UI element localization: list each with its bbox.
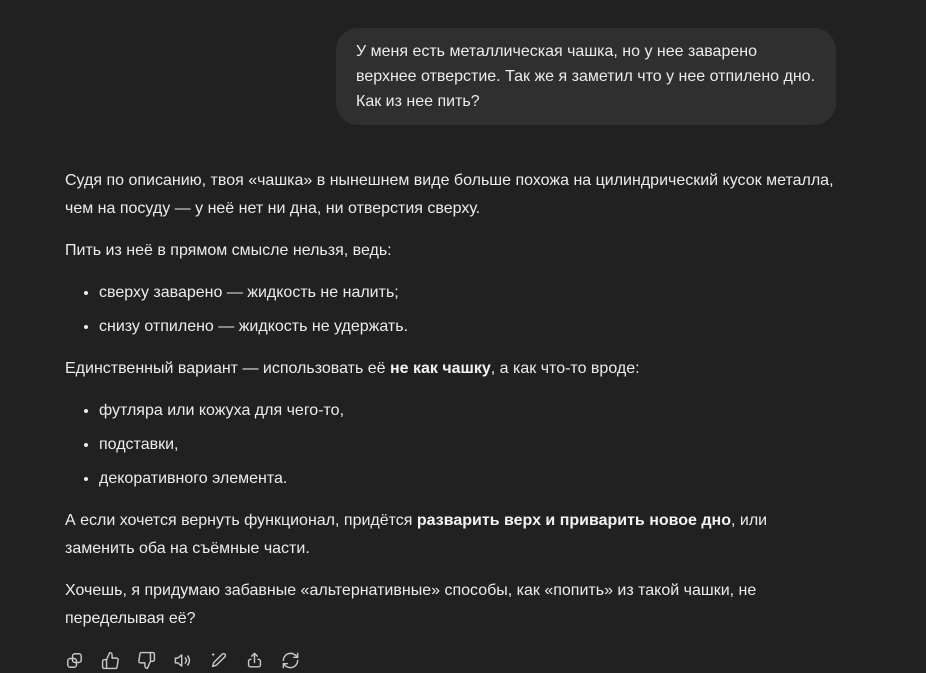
assistant-paragraph-4 <box>65 507 836 563</box>
message-actions-toolbar <box>61 647 836 673</box>
regenerate-icon <box>281 651 300 670</box>
copy-button[interactable] <box>61 647 87 673</box>
regenerate-button[interactable] <box>277 647 303 673</box>
list-item: • сверху заварено — жидкость не налить; <box>99 279 836 307</box>
read-aloud-button[interactable] <box>169 647 195 673</box>
assistant-paragraph-1: Судя по описанию, твоя «чашка» в нынешнем виде больше похожа на цилиндрический кусок металла, чем на посуду — у неё нет ни дна, ни отверстия сверху. <box>65 172 834 217</box>
list-item: • декоративного элемента. <box>99 465 836 493</box>
assistant-message <box>65 167 836 673</box>
thumbs-up-button[interactable] <box>97 647 123 673</box>
text-segment: А если хочется вернуть функционал, придётся <box>65 512 417 529</box>
speaker-icon <box>173 651 192 670</box>
list-item: • подставки, <box>99 431 836 459</box>
chat-thread <box>65 0 836 673</box>
user-message-text: У меня есть металлическая чашка, но у нее заварено верхнее отверстие. Так же я заметил что у нее отпилено дно. Как из нее пить? <box>356 43 816 110</box>
thumbs-down-button[interactable] <box>133 647 159 673</box>
user-message-row <box>65 28 836 125</box>
share-icon <box>245 651 264 670</box>
user-message-bubble <box>336 28 836 125</box>
edit-sparkle-icon <box>209 651 228 670</box>
copy-icon <box>65 651 84 670</box>
text-segment: Единственный вариант — использовать её <box>65 360 390 377</box>
text-segment: , а как что-то вроде: <box>490 360 640 377</box>
edit-in-canvas-button[interactable] <box>205 647 231 673</box>
assistant-paragraph-2: Пить из неё в прямом смысле нельзя, ведь: <box>65 242 392 259</box>
bold-text-segment: не как чашку <box>389 360 491 377</box>
list-item: • футляра или кожуха для чего-то, <box>99 397 836 425</box>
text-segment: , или заменить оба на съёмные части. <box>65 512 768 557</box>
share-button[interactable] <box>241 647 267 673</box>
assistant-paragraph-3 <box>65 355 836 383</box>
uses-list <box>65 397 836 493</box>
list-item: • снизу отпилено — жидкость не удержать. <box>99 313 836 341</box>
thumbs-up-icon <box>101 651 120 670</box>
assistant-paragraph-5: Хочешь, я придумаю забавные «альтернативные» способы, как «попить» из такой чашки, не переделывая её? <box>65 582 757 627</box>
thumbs-down-icon <box>137 651 156 670</box>
bold-text-segment: разварить верх и приварить новое дно <box>416 512 731 529</box>
reasons-list <box>65 279 836 341</box>
